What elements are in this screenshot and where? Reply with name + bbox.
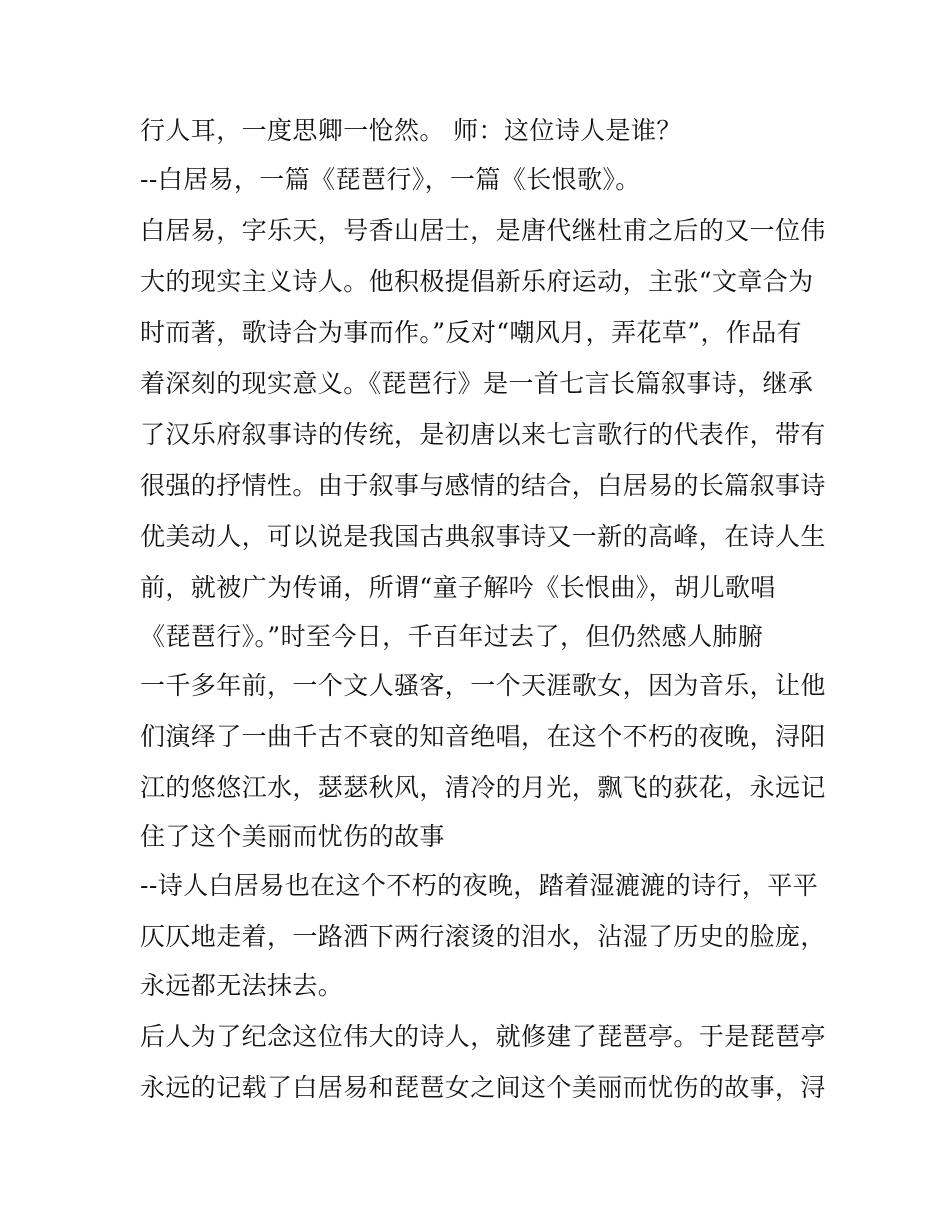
text-line-3: 白居易，字乐天，号香山居士，是唐代继杜甫之后的又一位伟: [140, 216, 826, 245]
text-line-4: 大的现实主义诗人。他积极提倡新乐府运动，主张“文章合为: [140, 267, 814, 296]
text-line-18: 永远都无法抹去。: [140, 971, 344, 1000]
text-line-1: 行人耳，一度思卿一怆然。 师：这位诗人是谁？: [140, 116, 682, 145]
text-line-13: 们演绎了一曲千古不衰的知音绝唱，在这个不朽的夜晚，浔阳: [140, 722, 826, 751]
text-line-11: 《琵琶行》。”时至今日，千百年过去了，但仍然感人肺腑: [140, 622, 764, 651]
text-line-15: 住了这个美丽而忧伤的故事: [140, 822, 445, 851]
text-line-14: 江的悠悠江水，瑟瑟秋风，清冷的月光，飘飞的荻花，永远记: [140, 773, 826, 802]
text-line-10: 前，就被广为传诵，所谓“童子解吟《长恨曲》，胡儿歌唱: [140, 573, 776, 602]
text-line-16: --诗人白居易也在这个不朽的夜晚，踏着湿漉漉的诗行，平平: [140, 871, 819, 900]
text-line-17: 仄仄地走着，一路洒下两行滚烫的泪水，沾湿了历史的脸庞，: [140, 922, 826, 951]
text-line-19: 后人为了纪念这位伟大的诗人，就修建了琵琶亭。于是琵琶亭: [140, 1022, 826, 1051]
text-line-5: 时而著，歌诗合为事而作。”反对“嘲风月，弄花草”，作品有: [140, 318, 803, 347]
text-line-12: 一千多年前，一个文人骚客，一个天涯歌女，因为音乐，让他: [140, 671, 826, 700]
text-line-2: --白居易，一篇《琵琶行》，一篇《长恨歌》。: [140, 165, 641, 194]
text-line-9: 优美动人，可以说是我国古典叙事诗又一新的高峰，在诗人生: [140, 522, 826, 551]
text-line-6: 着深刻的现实意义。《琵琶行》是一首七言长篇叙事诗，继承: [140, 369, 814, 398]
text-line-7: 了汉乐府叙事诗的传统，是初唐以来七言歌行的代表作，带有: [140, 420, 826, 449]
text-line-20: 永远的记载了白居易和琵琶女之间这个美丽而忧伤的故事，浔: [140, 1073, 826, 1102]
text-line-8: 很强的抒情性。由于叙事与感情的结合，白居易的长篇叙事诗: [140, 471, 826, 500]
